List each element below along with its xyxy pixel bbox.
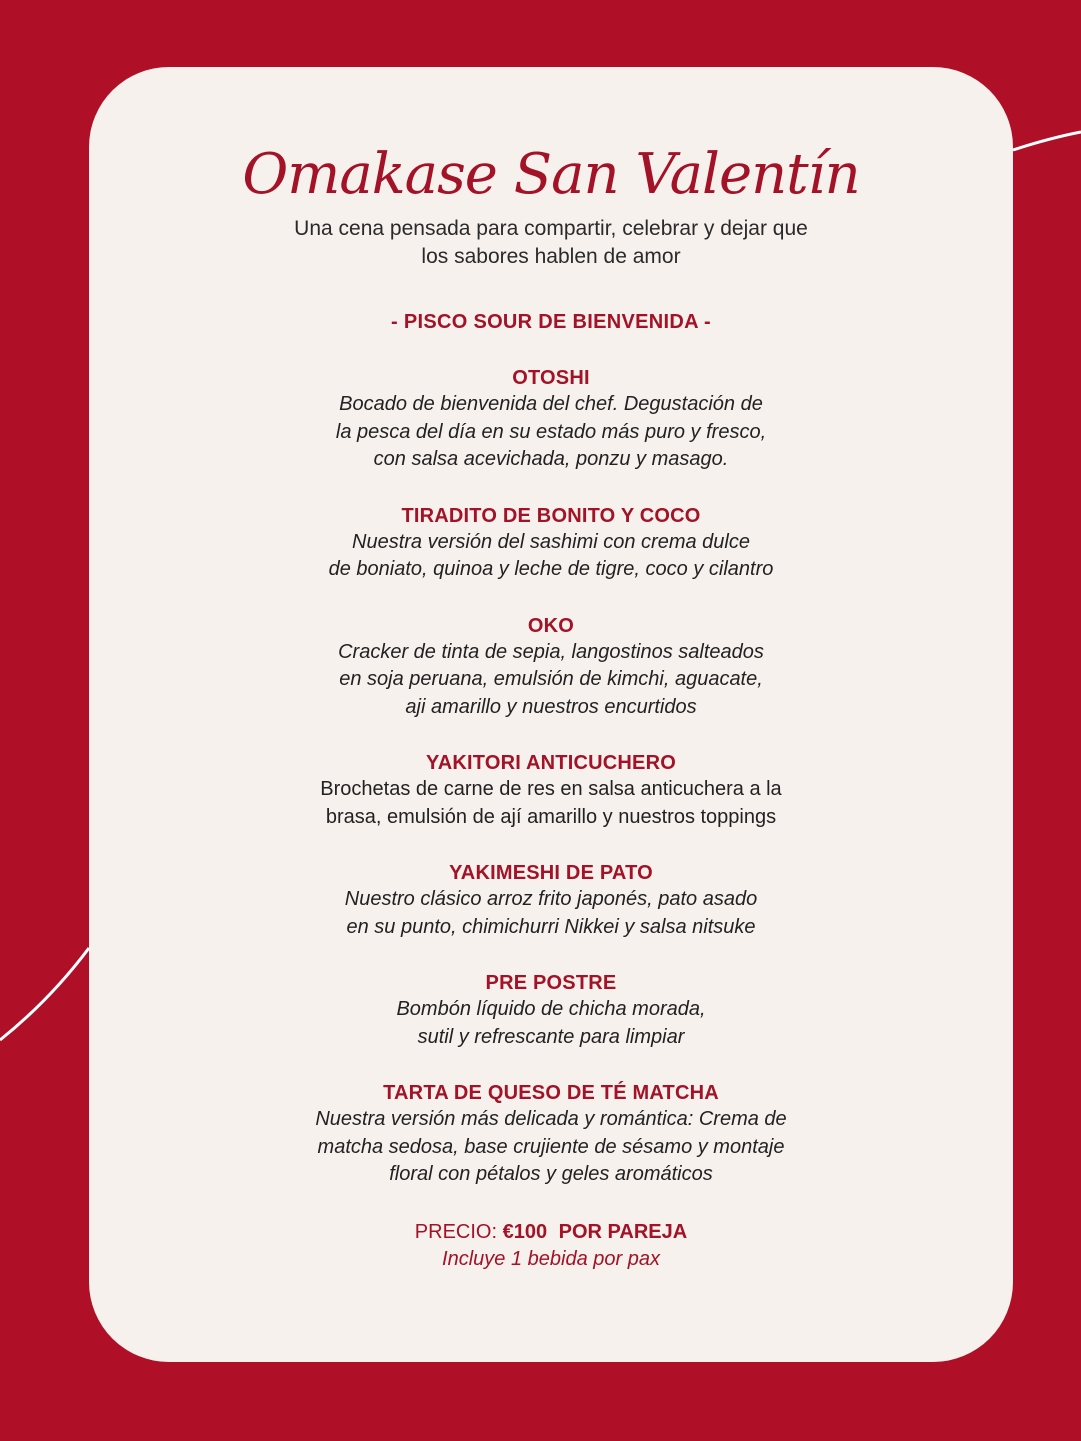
menu-subtitle: Una cena pensada para compartir, celebrar y dejar que los sabores hablen de amor [294,217,808,268]
price-unit: POR PAREJA [558,1220,688,1243]
price-line [89,1219,1013,1246]
course-name: TIRADITO DE BONITO Y COCO [401,504,701,527]
course-name: TARTA DE QUESO DE TÉ MATCHA [383,1082,719,1104]
course-name: OKO [527,614,575,637]
menu-title: Omakase San Valentín [242,142,860,207]
course-item [89,970,1013,1051]
course-item [89,860,1013,941]
course-description: Nuestra versión del sashimi con crema dulce de boniato, quinoa y leche de tigre, coco y cilantro [328,530,774,580]
course-description: Brochetas de carne de res en salsa anticuchera a la brasa, emulsión de ají amarillo y nuestros toppings [320,778,782,828]
course-item [89,365,1013,474]
course-item [89,750,1013,831]
price-amount: €100 [502,1220,548,1243]
price-label: PRECIO: [414,1220,498,1243]
course-item [89,503,1013,584]
course-item [89,1080,1013,1189]
course-description: Nuestra versión más delicada y romántica: Crema de matcha sedosa, base crujiente de sésamo y montaje floral con pétalos y geles aromáticos [315,1108,787,1185]
decorative-curve-top-right [1013,132,1081,150]
course-name: PRE POSTRE [485,972,617,994]
course-description: Bocado de bienvenida del chef. Degustación de la pesca del día en su estado más puro y fresco, con salsa acevichada, ponzu y masago. [335,393,767,470]
course-name: OTOSHI [512,367,590,389]
course-name: YAKITORI ANTICUCHERO [426,752,676,774]
course-item [89,613,1013,722]
menu-card [89,67,1013,1362]
course-name: YAKIMESHI DE PATO [449,862,653,884]
welcome-drink: - PISCO SOUR DE BIENVENIDA - [391,311,711,333]
course-description: Cracker de tinta de sepia, langostinos salteados en soja peruana, emulsión de kimchi, aguacate, aji amarillo y nuestros encurtidos [338,640,764,718]
course-description: Bombón líquido de chicha morada, sutil y refrescante para limpiar [396,998,706,1048]
course-description: Nuestro clásico arroz frito japonés, pato asado en su punto, chimichurri Nikkei y salsa nitsuke [344,888,758,938]
price-note: Incluye 1 bebida por pax [442,1247,660,1270]
decorative-curve-left [0,948,89,1040]
